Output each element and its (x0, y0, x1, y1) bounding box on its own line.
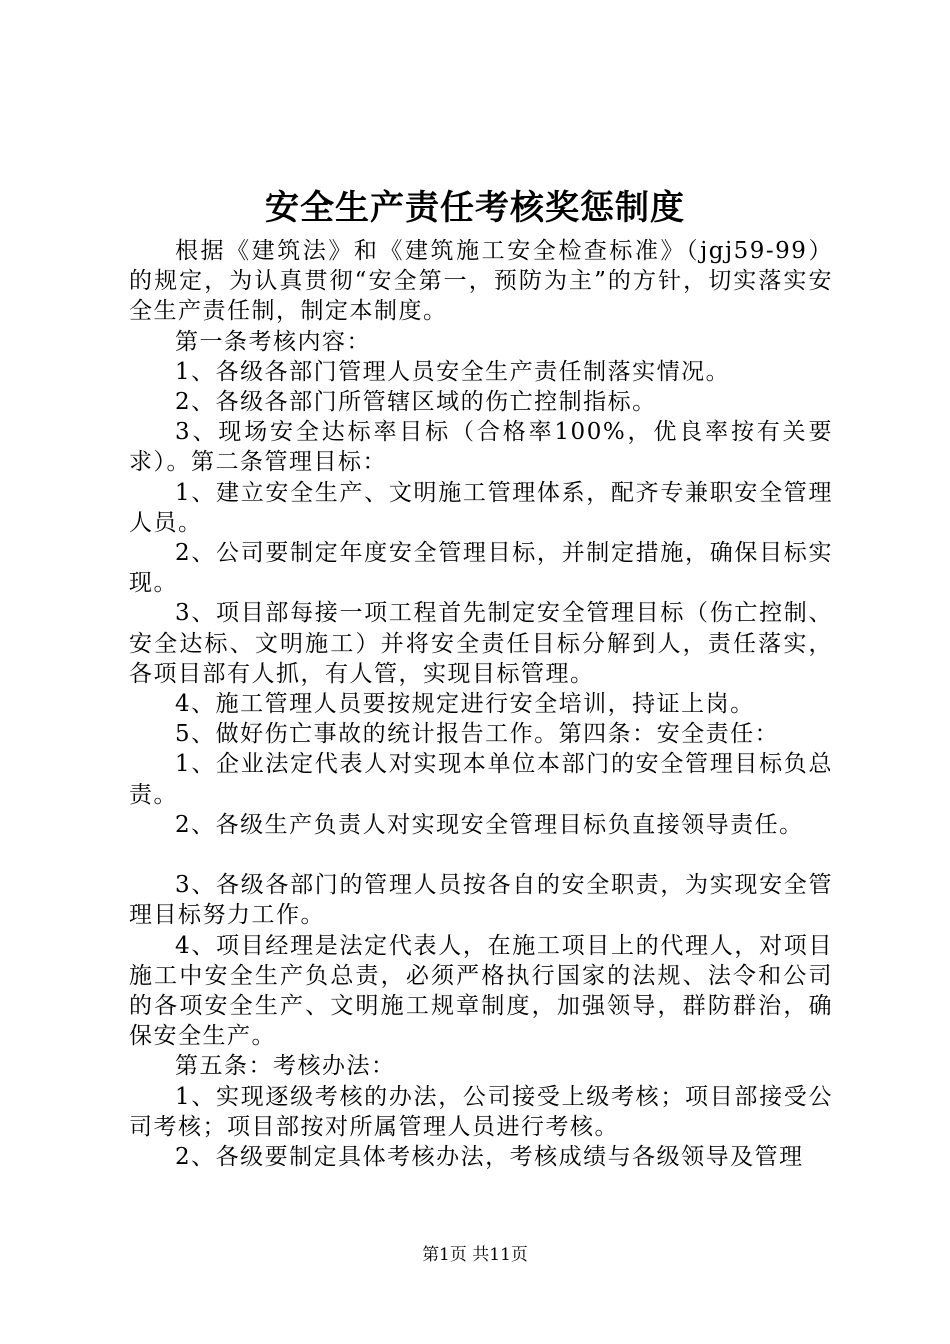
blank-line (129, 840, 833, 870)
paragraph: 1、各级各部门管理人员安全生产责任制落实情况。 (175, 358, 731, 385)
paragraph: 根据《建筑法》和《建筑施工安全检查标准》（jgj59-99）的规定，为认真贯彻“安全第一，预防为主”的方针，切实落实安全生产责任制，制定本制度。 (129, 238, 833, 325)
paragraph: 1、实现逐级考核的办法，公司接受上级考核；项目部接受公司考核；项目部按对所属管理人员进行考核。 (129, 1083, 833, 1140)
paragraph: 1、建立安全生产、文明施工管理体系，配齐专兼职安全管理人员。 (129, 479, 833, 536)
paragraph: 1、企业法定代表人对实现本单位本部门的安全管理目标负总责。 (129, 751, 833, 808)
paragraph: 2、各级要制定具体考核办法，考核成绩与各级领导及管理 (175, 1144, 804, 1171)
paragraph: 3、项目部每接一项工程首先制定安全管理目标（伤亡控制、安全达标、文明施工）并将安全责任目标分解到人，责任落实，各项目部有人抓，有人管，实现目标管理。 (129, 600, 833, 687)
paragraph: 第一条考核内容： (175, 328, 371, 355)
paragraph: 第五条：考核办法： (175, 1053, 396, 1080)
paragraph: 5、做好伤亡事故的统计报告工作。第四条：安全责任： (175, 721, 780, 748)
paragraph: 2、各级各部门所管辖区域的伤亡控制指标。 (175, 389, 657, 416)
paragraph: 2、公司要制定年度安全管理目标，并制定措施，确保目标实现。 (129, 540, 833, 597)
paragraph: 4、项目经理是法定代表人，在施工项目上的代理人，对项目施工中安全生产负总责，必须严格执行国家的法规、法令和公司的各项安全生产、文明施工规章制度，加强领导，群防群治，确保安全生产。 (129, 932, 833, 1050)
paragraph: 3、各级各部门的管理人员按各自的安全职责，为实现安全管理目标努力工作。 (129, 872, 833, 929)
page-footer: 第1页 共11页 (422, 1245, 528, 1265)
document-body (129, 236, 833, 1172)
paragraph: 2、各级生产负责人对实现安全管理目标负直接领导责任。 (175, 811, 804, 838)
document-title: 安全生产责任考核奖惩制度 (265, 188, 685, 228)
paragraph: 3、现场安全达标率目标（合格率100%，优良率按有关要求）。第二条管理目标： (129, 419, 833, 476)
paragraph: 4、施工管理人员要按规定进行安全培训，持证上岗。 (175, 691, 755, 718)
